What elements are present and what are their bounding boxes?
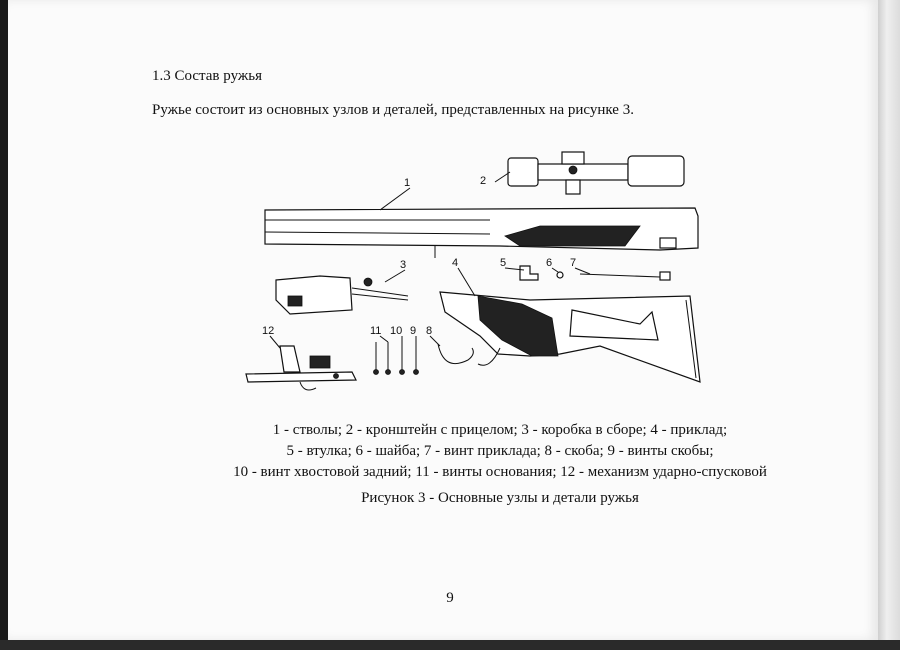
page-edge [878, 0, 900, 650]
barrels-drawing [265, 208, 698, 258]
callout-6: 6 [546, 257, 553, 269]
small-parts-drawing [520, 266, 670, 280]
screws-drawing [374, 342, 474, 375]
legend-line: 5 - втулка; 6 - шайба; 7 - винт приклада; 8 - скоба; 9 - винты скобы; [286, 443, 714, 459]
legend-line: 10 - винт хвостовой задний; 11 - винты основания; 12 - механизм ударно-спусковой [233, 464, 767, 480]
receiver-drawing [276, 276, 408, 314]
callout-10: 10 [390, 325, 403, 337]
callout-9: 9 [410, 325, 417, 337]
callout-8: 8 [426, 325, 433, 337]
figure-caption: Рисунок 3 - Основные узлы и детали ружья [361, 490, 639, 506]
callout-2: 2 [480, 175, 487, 187]
exploded-view-figure [240, 150, 720, 400]
callout-7: 7 [570, 257, 577, 269]
section-heading: 1.3 Состав ружья [152, 68, 262, 84]
scan-border [0, 640, 900, 650]
trigger-mechanism-drawing [246, 346, 356, 390]
figure-legend [150, 420, 850, 483]
scope-drawing [508, 152, 684, 194]
callout-3: 3 [400, 259, 407, 271]
callout-11: 11 [370, 325, 382, 337]
legend-line: 1 - стволы; 2 - кронштейн с прицелом; 3 - коробка в сборе; 4 - приклад; [272, 422, 728, 438]
callout-12: 12 [262, 325, 275, 337]
callout-4: 4 [452, 257, 459, 269]
page-number: 9 [446, 590, 454, 606]
callout-1: 1 [404, 177, 411, 189]
intro-paragraph: Ружье состоит из основных узлов и деталей, представленных на рисунке 3. [152, 102, 634, 118]
callout-5: 5 [500, 257, 507, 269]
stock-drawing [440, 292, 700, 382]
